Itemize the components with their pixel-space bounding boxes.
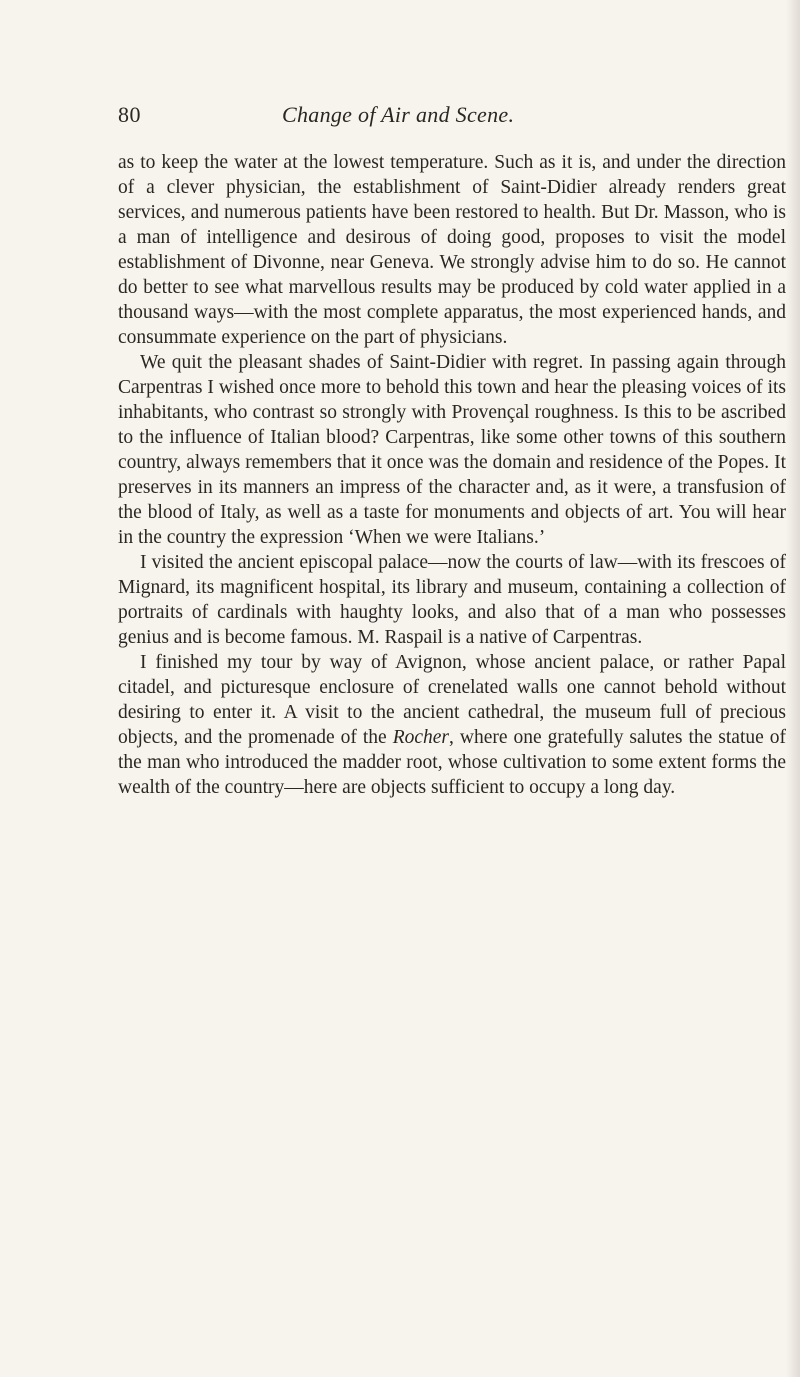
body-text bbox=[118, 150, 786, 800]
paragraph-4-text-after: , where one gratefully salutes the statue of the man who introduced the madder root, whose cultivation to some extent forms the wealth of the country—here are objects sufficient to occupy a long day. bbox=[118, 727, 787, 798]
running-head: Change of Air and Scene. bbox=[282, 102, 515, 127]
paragraph-3: I visited the ancient episcopal palace—now the courts of law—with its frescoes of Mignard, its magnificent hospital, its library and museum, containing a collection of portraits of cardinals with haughty looks, and also that of a man who possesses genius and is become famous. M. Raspail is a native of Carpentras. bbox=[118, 552, 786, 648]
page-number: 80 bbox=[118, 102, 141, 127]
paragraph-4-text-before: I finished my tour by way of Avignon, whose ancient palace, or rather Papal citadel, and picturesque enclosure of crenelated walls one cannot behold without desiring to enter it. A visit to the ancient cathedral, the museum full of precious objects, and the promenade of the bbox=[118, 652, 786, 748]
page-edge-shadow bbox=[786, 0, 800, 1377]
paragraph-4-italic-term: Rocher bbox=[392, 727, 450, 748]
page-header bbox=[118, 102, 718, 134]
paragraph-1: as to keep the water at the lowest temperature. Such as it is, and under the direction of a clever physician, the establishment of Saint-Didier already renders great services, and numerous patients have been restored to health. But Dr. Masson, who is a man of intelligence and desirous of doing good, proposes to visit the model establishment of Divonne, near Geneva. We strongly advise him to do so. He cannot do better to see what marvellous results may be produced by cold water applied in a thousand ways—with the most complete apparatus, the most experienced hands, and consummate experience on the part of physicians. bbox=[118, 152, 786, 348]
paragraph-2: We quit the pleasant shades of Saint-Didier with regret. In passing again through Carpentras I wished once more to behold this town and hear the pleasing voices of its inhabitants, who contrast so strongly with Provençal roughness. Is this to be ascribed to the influence of Italian blood? Carpentras, like some other towns of this southern country, always remembers that it once was the domain and residence of the Popes. It preserves in its manners an impress of the character and, as it were, a transfusion of the blood of Italy, as well as a taste for monuments and objects of art. You will hear in the country the expression ‘When we were Italians.’ bbox=[118, 352, 786, 548]
paragraph-4 bbox=[118, 650, 786, 800]
